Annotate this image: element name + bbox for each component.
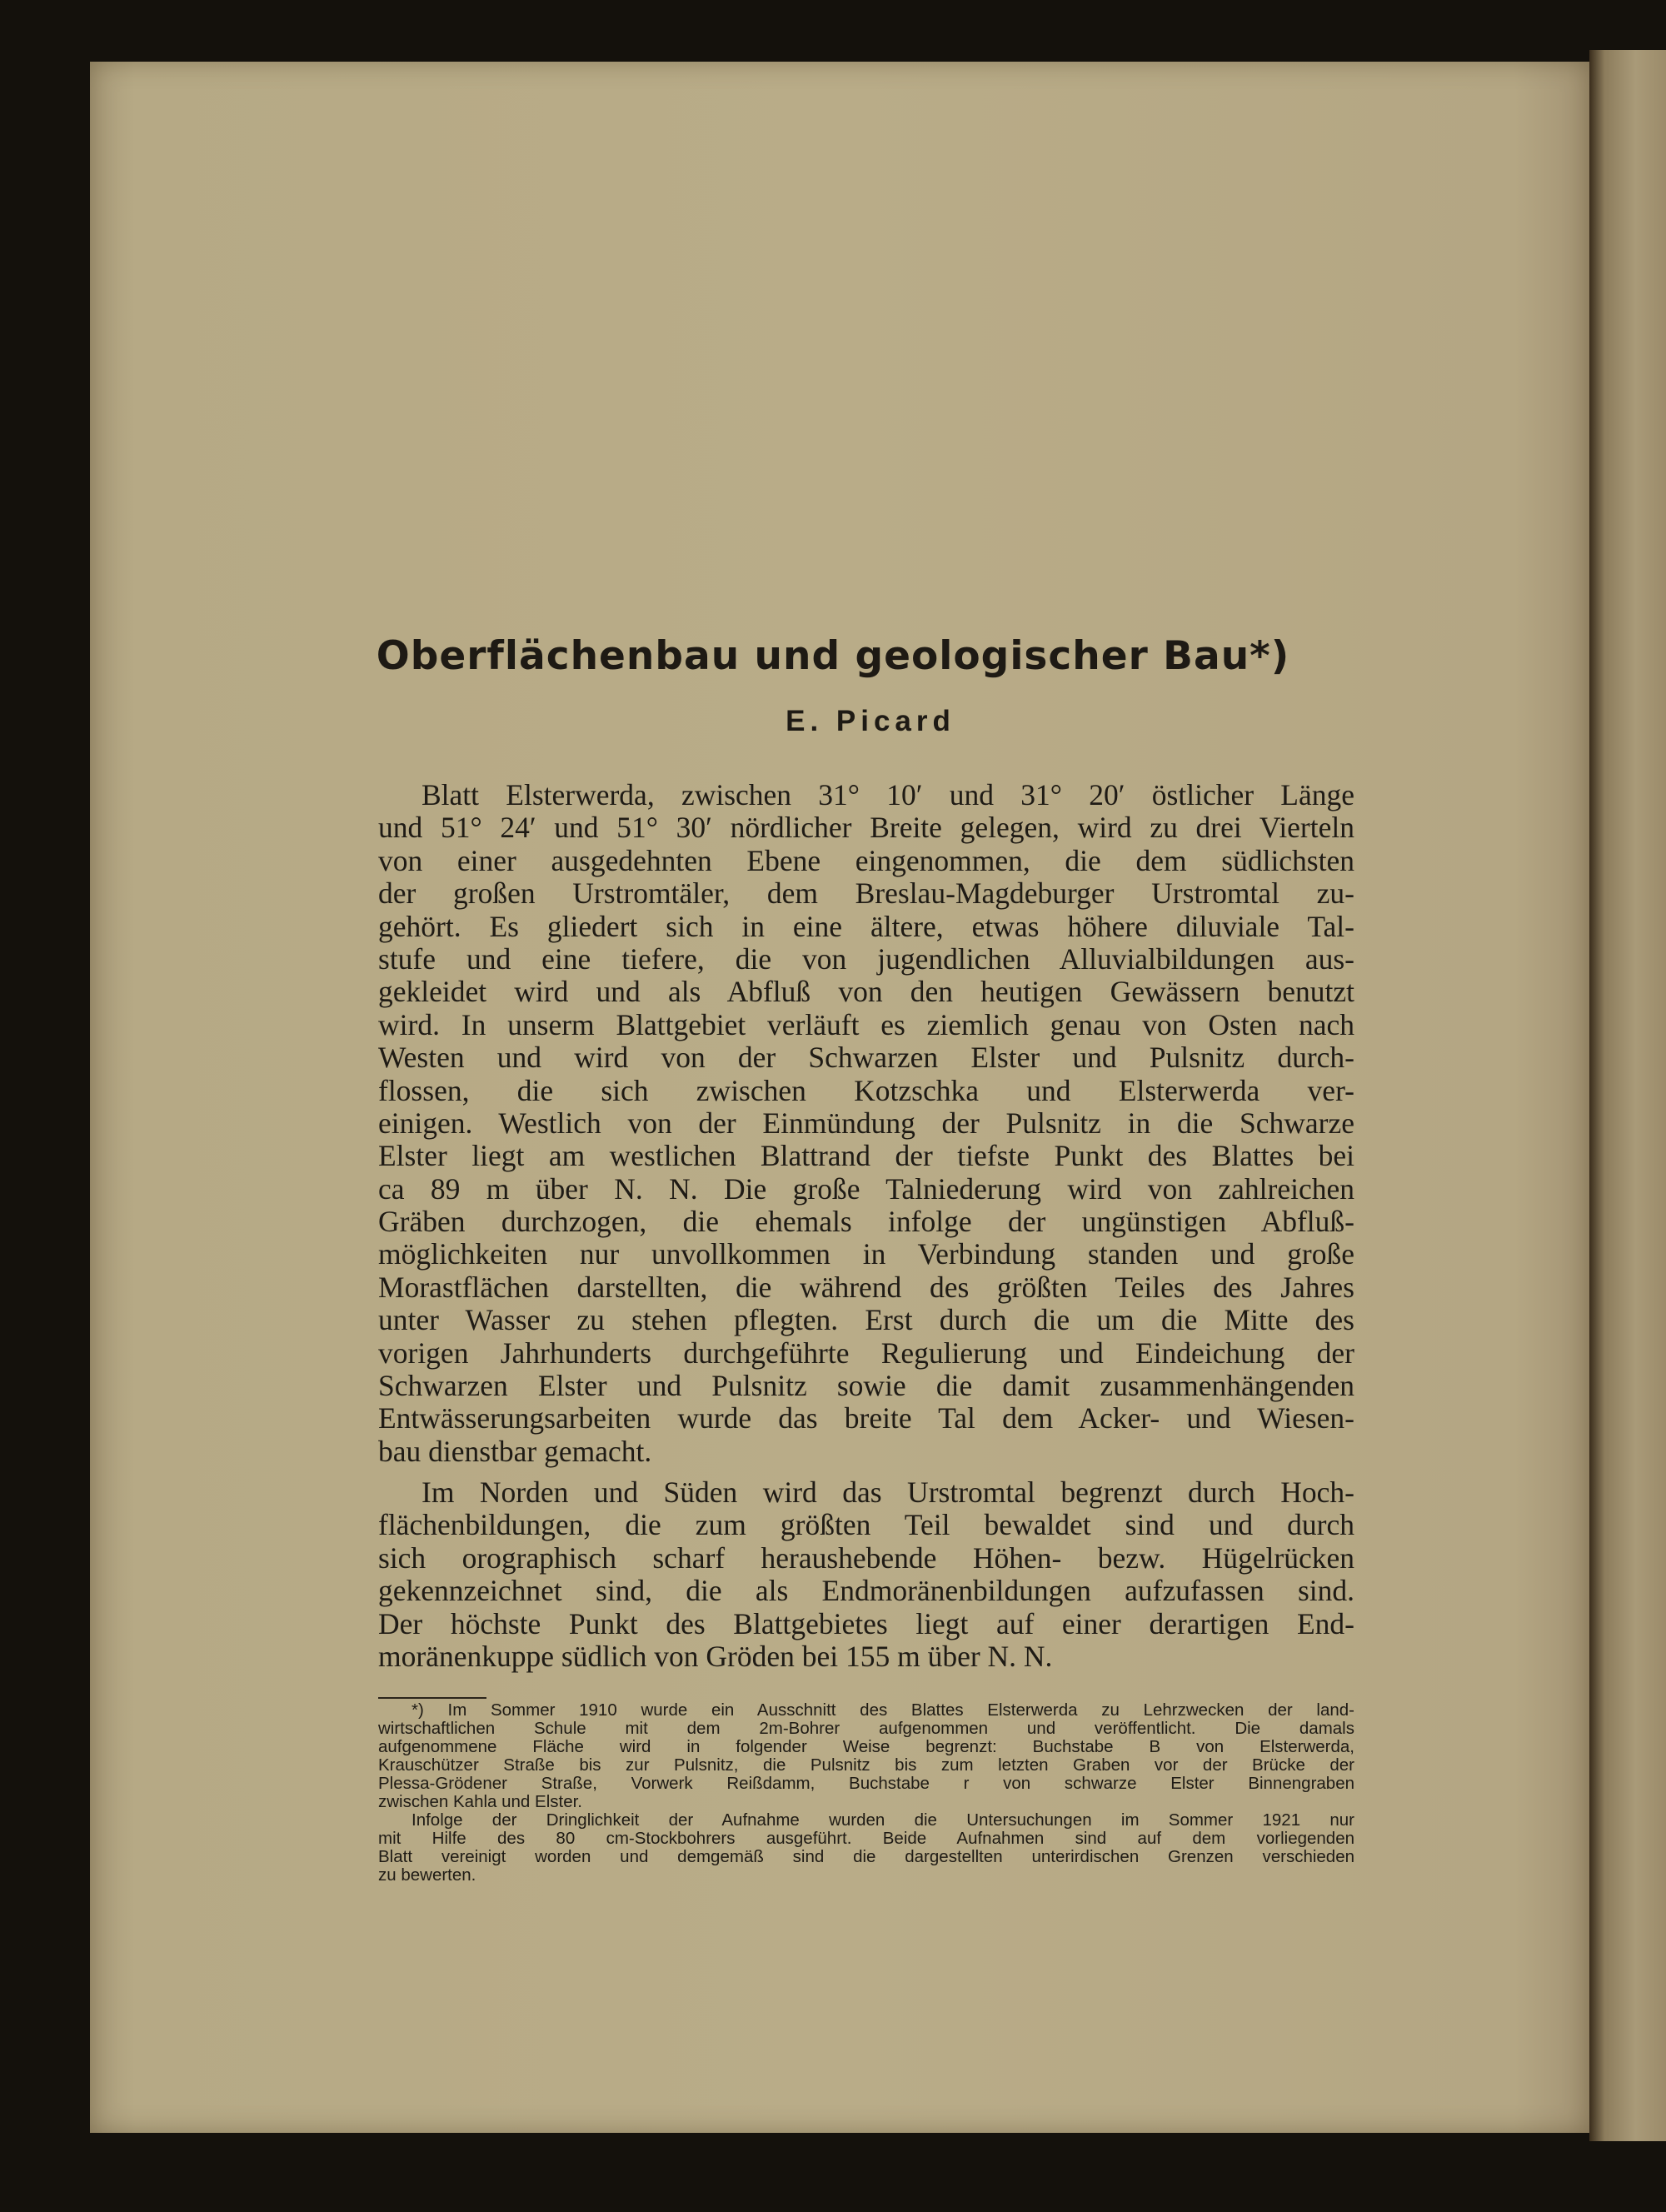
paragraph-2 bbox=[378, 1476, 1354, 1673]
text-line: einigen. Westlich von der Einmündung der Pulsnitz in die Schwarze bbox=[378, 1106, 1354, 1140]
text-line: Plessa-Grödener Straße, Vorwerk Reißdamm, Buchstabe r von schwarze Elster Binnengraben bbox=[378, 1774, 1354, 1793]
text-line: von einer ausgedehnten Ebene eingenommen, die dem südlichsten bbox=[378, 843, 1354, 877]
footnote bbox=[378, 1701, 1354, 1885]
footnote-paragraph-2 bbox=[378, 1811, 1354, 1885]
text-line: mit Hilfe des 80 cm-Stockbohrers ausgeführt. Beide Aufnahmen sind auf dem vorliegenden bbox=[378, 1829, 1354, 1848]
text-line: Entwässerungsarbeiten wurde das breite Tal dem Acker- und Wiesen- bbox=[378, 1401, 1354, 1436]
text-line: gekleidet wird und als Abfluß von den heutigen Gewässern benutzt bbox=[378, 975, 1354, 1009]
text-line: aufgenommene Fläche wird in folgender Weise begrenzt: Buchstabe B von Elsterwerda, bbox=[378, 1737, 1354, 1756]
text-line: und 51° 24′ und 51° 30′ nördlicher Breite gelegen, wird zu drei Vierteln bbox=[378, 811, 1354, 845]
text-line: vorigen Jahrhunderts durchgeführte Regulierung und Eindeichung der bbox=[378, 1336, 1354, 1370]
page-title: Oberflächenbau und geologischer Bau*) bbox=[376, 633, 1290, 679]
text-line: Morastflächen darstellten, die während des größten Teiles des Jahres bbox=[378, 1270, 1354, 1304]
text-line: zwischen Kahla und Elster. bbox=[378, 1792, 582, 1811]
text-line: Elster liegt am westlichen Blattrand der tiefste Punkt des Blattes bei bbox=[378, 1139, 1354, 1173]
text-line: Gräben durchzogen, die ehemals infolge der ungünstigen Abfluß- bbox=[378, 1205, 1354, 1239]
text-line: gehört. Es gliedert sich in eine ältere, etwas höhere diluviale Tal- bbox=[378, 909, 1354, 943]
text-line: flossen, die sich zwischen Kotzschka und Elsterwerda ver- bbox=[378, 1073, 1354, 1107]
text-line: möglichkeiten nur unvollkommen in Verbindung standen und große bbox=[378, 1237, 1354, 1271]
text-line: Blatt vereinigt worden und demgemäß sind die dargestellten unterirdischen Grenzen verschieden bbox=[378, 1847, 1354, 1866]
text-line: bau dienstbar gemacht. bbox=[378, 1434, 652, 1468]
text-line: stufe und eine tiefere, die von jugendlichen Alluvialbildungen aus- bbox=[378, 941, 1354, 976]
text-line: Westen und wird von der Schwarzen Elster und Pulsnitz durch- bbox=[378, 1041, 1354, 1075]
text-line: zu bewerten. bbox=[378, 1865, 476, 1885]
text-line: der großen Urstromtäler, dem Breslau-Magdeburger Urstromtal zu- bbox=[378, 876, 1354, 911]
text-line: ca 89 m über N. N. Die große Talniederung wird von zahlreichen bbox=[378, 1171, 1354, 1206]
text-line: sich orographisch scharf heraushebende Höhen- bezw. Hügelrücken bbox=[378, 1540, 1354, 1575]
text-line: gekennzeichnet sind, die als Endmoränenbildungen aufzufassen sind. bbox=[378, 1574, 1354, 1608]
text-line: flächenbildungen, die zum größten Teil bewaldet sind und durch bbox=[378, 1508, 1354, 1542]
text-line: Krauschützer Straße bis zur Pulsnitz, die Pulsnitz bis zum letzten Graben vor der Brücke der bbox=[378, 1755, 1354, 1775]
text-line: moränenkuppe südlich von Gröden bei 155 m über N. N. bbox=[378, 1639, 1053, 1673]
footnote-paragraph-1 bbox=[378, 1701, 1354, 1811]
text-line: Infolge der Dringlichkeit der Aufnahme wurden die Untersuchungen im Sommer 1921 nur bbox=[412, 1810, 1354, 1830]
text-line: Der höchste Punkt des Blattgebietes liegt auf einer derartigen End- bbox=[378, 1606, 1354, 1640]
text-line: Schwarzen Elster und Pulsnitz sowie die damit zusammenhängenden bbox=[378, 1369, 1354, 1403]
text-line: wirtschaftlichen Schule mit dem 2m-Bohrer aufgenommen und veröffentlicht. Die damals bbox=[378, 1719, 1354, 1738]
footnote-divider bbox=[378, 1697, 486, 1699]
text-line: Blatt Elsterwerda, zwischen 31° 10′ und 31° 20′ östlicher Länge bbox=[421, 778, 1354, 811]
adjacent-page-edge bbox=[1589, 50, 1666, 2141]
paragraph-1 bbox=[378, 779, 1354, 1468]
text-line: wird. In unserm Blattgebiet verläuft es ziemlich genau von Osten nach bbox=[378, 1007, 1354, 1041]
text-line: unter Wasser zu stehen pflegten. Erst durch die um die Mitte des bbox=[378, 1303, 1354, 1337]
text-line: Im Norden und Süden wird das Urstromtal begrenzt durch Hoch- bbox=[421, 1475, 1354, 1509]
author: E. Picard bbox=[786, 705, 955, 737]
text-line: *) Im Sommer 1910 wurde ein Ausschnitt des Blattes Elsterwerda zu Lehrzwecken der land- bbox=[412, 1700, 1354, 1720]
